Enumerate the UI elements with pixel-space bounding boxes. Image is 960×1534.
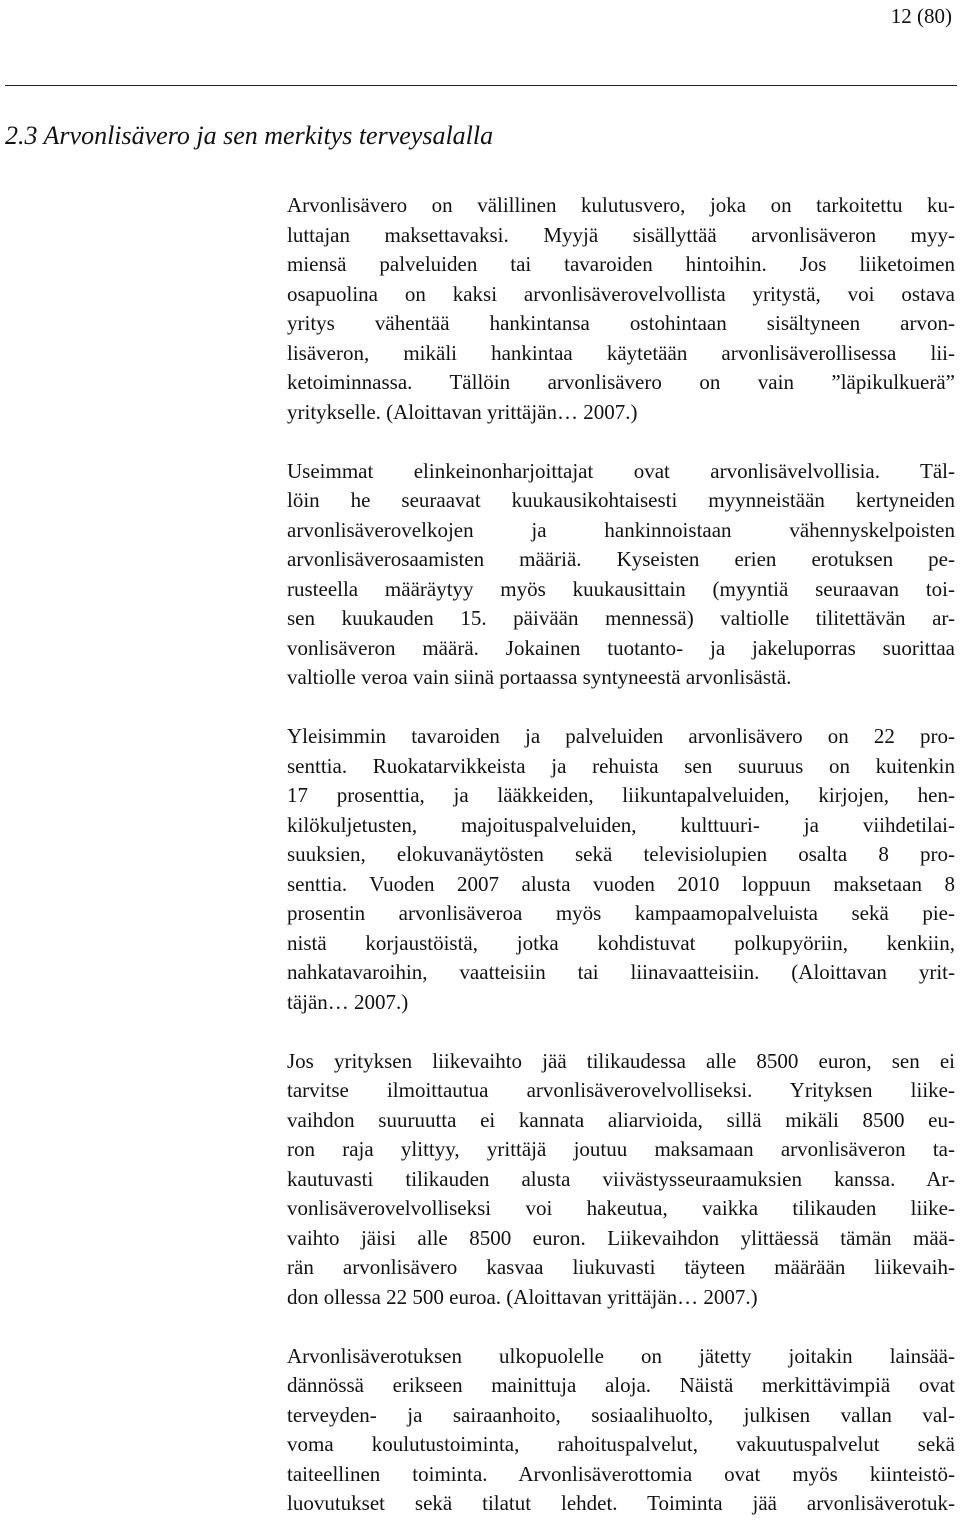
text-line: Arvonlisäverotuksen ulkopuolelle on jätetty joitakin lainsää- (287, 1343, 955, 1368)
text-line: ketoiminnassa. Tällöin arvonlisävero on vain ”läpikulkuerä” (287, 370, 955, 394)
paragraph (287, 191, 955, 427)
text-line: luovutukset sekä tilatut lehdet. Toiminta jää arvonlisäverotuk- (287, 1491, 955, 1515)
text-line: miensä palveluiden tai tavaroiden hintoihin. Jos liiketoimen (287, 252, 955, 276)
text-line: don ollessa 22 500 euroa. (Aloittavan yrittäjän… 2007.) (287, 1284, 758, 1309)
text-line: rusteella määräytyy myös kuukausittain (myyntiä seuraavan toi- (287, 576, 955, 601)
text-line: nahkatavaroihin, vaatteisiin tai liinavaatteisiin. (Aloittavan yrit- (287, 960, 955, 984)
text-line: yritykselle. (Aloittavan yrittäjän… 2007.) (287, 399, 638, 424)
text-line: Jos yrityksen liikevaihto jää tilikaudessa alle 8500 euron, sen ei (287, 1048, 955, 1073)
text-line: terveyden- ja sairaanhoito, sosiaalihuolto, julkisen vallan val- (287, 1402, 955, 1427)
header-rule (5, 85, 957, 86)
text-line: Yleisimmin tavaroiden ja palveluiden arvonlisävero on 22 pro- (287, 724, 955, 748)
text-line: tarvitse ilmoittautua arvonlisäverovelvolliseksi. Yrityksen liike- (287, 1078, 955, 1102)
section-heading: 2.3 Arvonlisävero ja sen merkitys terveysalalla (5, 121, 494, 150)
text-line: prosentin arvonlisäveroa myös kampaamopalveluista sekä pie- (287, 901, 955, 925)
text-line: Useimmat elinkeinonharjoittajat ovat arvonlisävelvollisia. Täl- (287, 458, 955, 483)
text-line: rän arvonlisävero kasvaa liukuvasti täyteen määrään liikevaih- (287, 1255, 955, 1279)
paragraph (287, 722, 955, 1017)
text-line: kautuvasti tilikauden alusta viivästysseuraamuksien kanssa. Ar- (287, 1166, 955, 1191)
paragraph (287, 1047, 955, 1313)
text-line: suuksien, elokuvanäytösten sekä televisiolupien osalta 8 pro- (287, 842, 955, 866)
paragraph (287, 1342, 955, 1519)
text-line: arvonlisäverovelkojen ja hankinnoistaan vähennyskelpoisten (287, 517, 955, 542)
text-line: löin he seuraavat kuukausikohtaisesti myynneistään kertyneiden (287, 488, 955, 512)
text-line: taiteellinen toiminta. Arvonlisäverottomia ovat myös kiinteistö- (287, 1461, 955, 1486)
text-line: vonlisäverovelvolliseksi voi hakeutua, vaikka tilikauden liike- (287, 1196, 955, 1220)
text-line: osapuolina on kaksi arvonlisäverovelvollista yritystä, voi ostava (287, 281, 955, 306)
text-line: lisäveron, mikäli hankintaa käytetään arvonlisäverollisessa lii- (287, 340, 955, 365)
text-line: yritys vähentää hankintansa ostohintaan sisältyneen arvon- (287, 311, 955, 335)
text-line: kilökuljetusten, majoituspalveluiden, kulttuuri- ja viihdetilai- (287, 812, 955, 837)
text-line: senttia. Vuoden 2007 alusta vuoden 2010 loppuun maksetaan 8 (287, 871, 955, 896)
text-line: 17 prosenttia, ja lääkkeiden, liikuntapalveluiden, kirjojen, hen- (287, 783, 955, 807)
paragraph (287, 457, 955, 693)
text-line: täjän… 2007.) (287, 989, 409, 1014)
text-line: valtiolle veroa vain siinä portaassa syntyneestä arvonlisästä. (287, 665, 792, 689)
text-line: vaihdon suuruutta ei kannata aliarvioida, sillä mikäli 8500 eu- (287, 1107, 955, 1132)
text-line: vaihto jäisi alle 8500 euron. Liikevaihdon ylittäessä tämän mää- (287, 1225, 955, 1250)
text-line: sen kuukauden 15. päivään mennessä) valtiolle tilitettävän ar- (287, 606, 955, 630)
text-line: Arvonlisävero on välillinen kulutusvero, joka on tarkoitettu ku- (287, 193, 955, 217)
text-line: arvonlisäverosaamisten määriä. Kyseisten erien erotuksen pe- (287, 547, 955, 571)
text-line: dännössä erikseen mainittuja aloja. Näistä merkittävimpiä ovat (287, 1373, 955, 1397)
text-line: vonlisäveron määrä. Jokainen tuotanto- ja jakeluporras suorittaa (287, 635, 955, 660)
text-line: ron raja ylittyy, yrittäjä joutuu maksamaan arvonlisäveron ta- (287, 1137, 955, 1161)
text-line: voma koulutustoiminta, rahoituspalvelut, vakuutuspalvelut sekä (287, 1432, 955, 1456)
page-number: 12 (80) (890, 4, 952, 28)
text-line: luttajan maksettavaksi. Myyjä sisällyttää arvonlisäveron myy- (287, 222, 955, 247)
body-text (287, 191, 955, 1519)
text-line: nistä korjaustöistä, jotka kohdistuvat polkupyöriin, kenkiin, (287, 930, 955, 955)
text-line: senttia. Ruokatarvikkeista ja rehuista sen suuruus on kuitenkin (287, 753, 955, 778)
